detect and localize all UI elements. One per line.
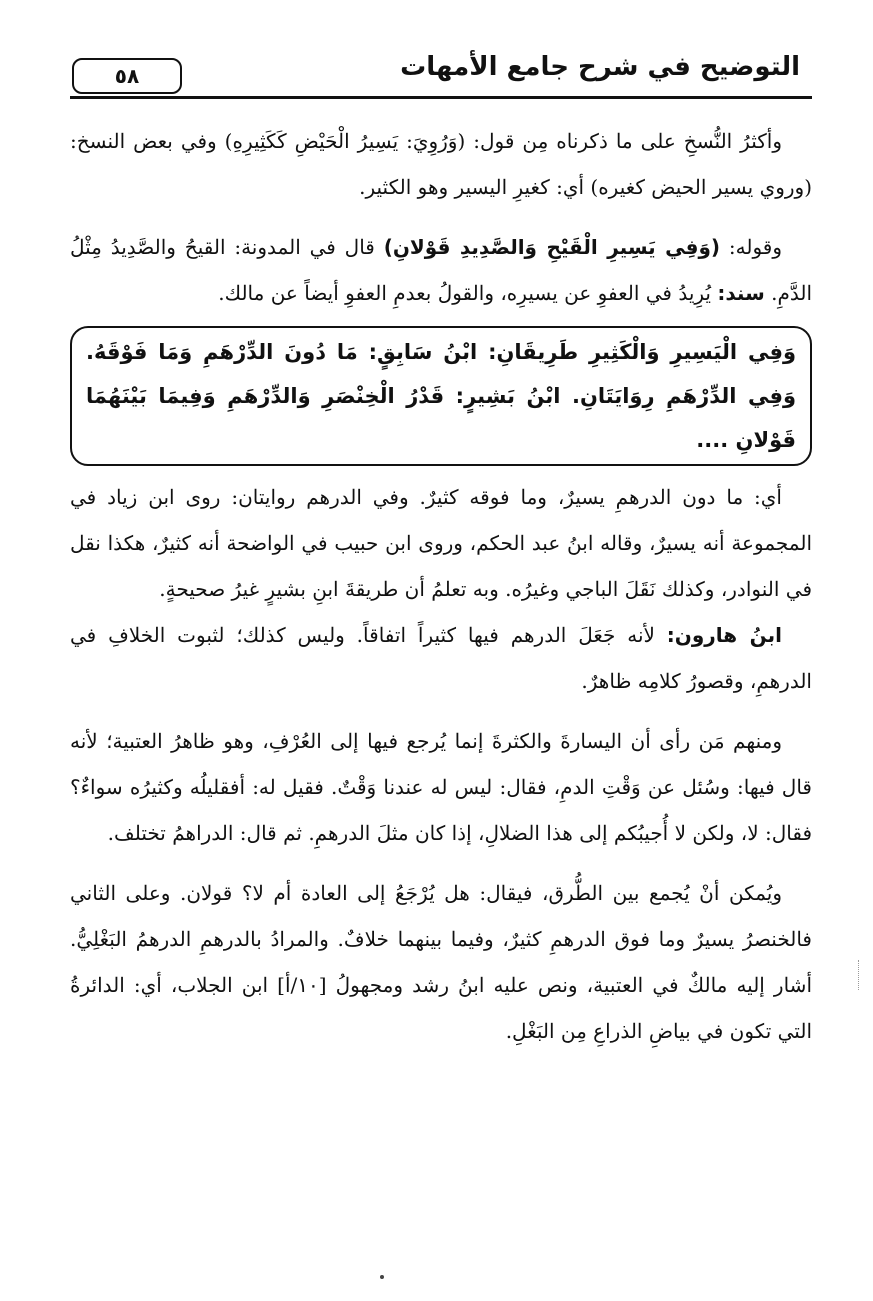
paragraph-3: أي: ما دون الدرهمِ يسيرٌ، وما فوقه كثيرٌ. وفي الدرهم روايتان: روى ابن زياد في المجموعة أنه يسيرٌ، وقاله ابنُ عبد الحكم، وروى ابن حبيب في الواضحة أنه كثيرٌ، هكذا نقل في النوادر، وكذلك نَقَلَ الباجي وغيرُه. وبه تعلمُ أن طريقةَ ابنِ بشيرٍ غيرُ صحيحةٍ. xyxy=(70,485,812,601)
paragraph-2-body: قال في المدونة: القيحُ والصَّدِيدُ مِثْلُ الدَّمِ. xyxy=(70,235,812,305)
paragraph-2-end: يُرِيدُ في العفوِ عن يسيرِه، والقولُ بعدمِ العفوِ أيضاً عن مالك. xyxy=(218,281,718,305)
running-title: التوضيح في شرح جامع الأمهات xyxy=(400,52,800,82)
paragraph-4-body: لأنه جَعَلَ الدرهم فيها كثيراً اتفاقاً. وليس كذلك؛ لثبوت الخلافِ في الدرهمِ، وقصورُ كلامِه ظاهرٌ. xyxy=(70,623,812,693)
page-header xyxy=(70,48,812,103)
margin-mark xyxy=(858,960,862,990)
page-body xyxy=(70,118,812,1054)
paragraph-2-intro: وقوله: xyxy=(720,235,782,259)
bottom-dot xyxy=(380,1275,384,1279)
sanad-label: سند: xyxy=(717,281,765,305)
page-number: ٥٨ xyxy=(72,58,182,94)
paragraph-5: ومنهم مَن رأى أن اليسارةَ والكثرةَ إنما يُرجع فيها إلى العُرْفِ، وهو ظاهرُ العتبية؛ لأنه قال فيها: وسُئل عن وَقْتِ الدمِ، فقال: ليس له عندنا وَقْتٌ. فقيل له: أفقليلُه وكثيرُه سواءٌ؟ فقال: لا، ولكن لا أُجيبُكم إلى هذا الضلالِ، إذا كان مثلَ الدرهمِ. ثم قال: الدراهمُ تختلف. xyxy=(70,729,812,845)
quoted-matn: (وَفِي يَسِيرِ الْقَيْحِ وَالصَّدِيدِ قَوْلانِ) xyxy=(383,235,721,259)
ibn-harun-label: ابنُ هارون: xyxy=(666,623,782,647)
paragraph-6: ويُمكن أنْ يُجمع بين الطُّرق، فيقال: هل يُرْجَعُ إلى العادة أم لا؟ قولان. وعلى الثاني فالخنصرُ يسيرٌ وما فوق الدرهمِ كثيرٌ، وفيما بينهما خلافٌ. والمرادُ بالدرهمِ الدرهمُ البَغْلِيُّ. أشار إليه مالكٌ في العتبية، ونص عليه ابنُ رشد ومجهولُ [١٠/أ] ابن الجلاب، أي: الدائرةُ التي تكون في بياضِ الذراعِ مِن البَغْلِ. xyxy=(70,881,812,1043)
matn-box: وَفِي الْيَسِيرِ وَالْكَثِيرِ طَرِيقَانِ: ابْنُ سَابِقٍ: مَا دُونَ الدِّرْهَمِ وَمَا فَوْقَهُ. وَفِي الدِّرْهَمِ رِوَايَتَانِ. ابْنُ بَشِيرٍ: قَدْرُ الْخِنْصَرِ وَالدِّرْهَمِ وَفِيمَا بَيْنَهُمَا قَوْلانِ .... xyxy=(70,326,812,466)
paragraph-2 xyxy=(70,224,812,316)
header-rule xyxy=(70,96,812,99)
paragraph-4 xyxy=(70,612,812,704)
paragraph-1: وأكثرُ النُّسخِ على ما ذكرناه مِن قول: (وَرُوِيَ: يَسِيرُ الْحَيْضِ كَكَثِيرِهِ) وفي بعض النسخ: (وروي يسير الحيض كغيره) أي: كغيرِ اليسير وهو الكثير. xyxy=(70,129,812,199)
